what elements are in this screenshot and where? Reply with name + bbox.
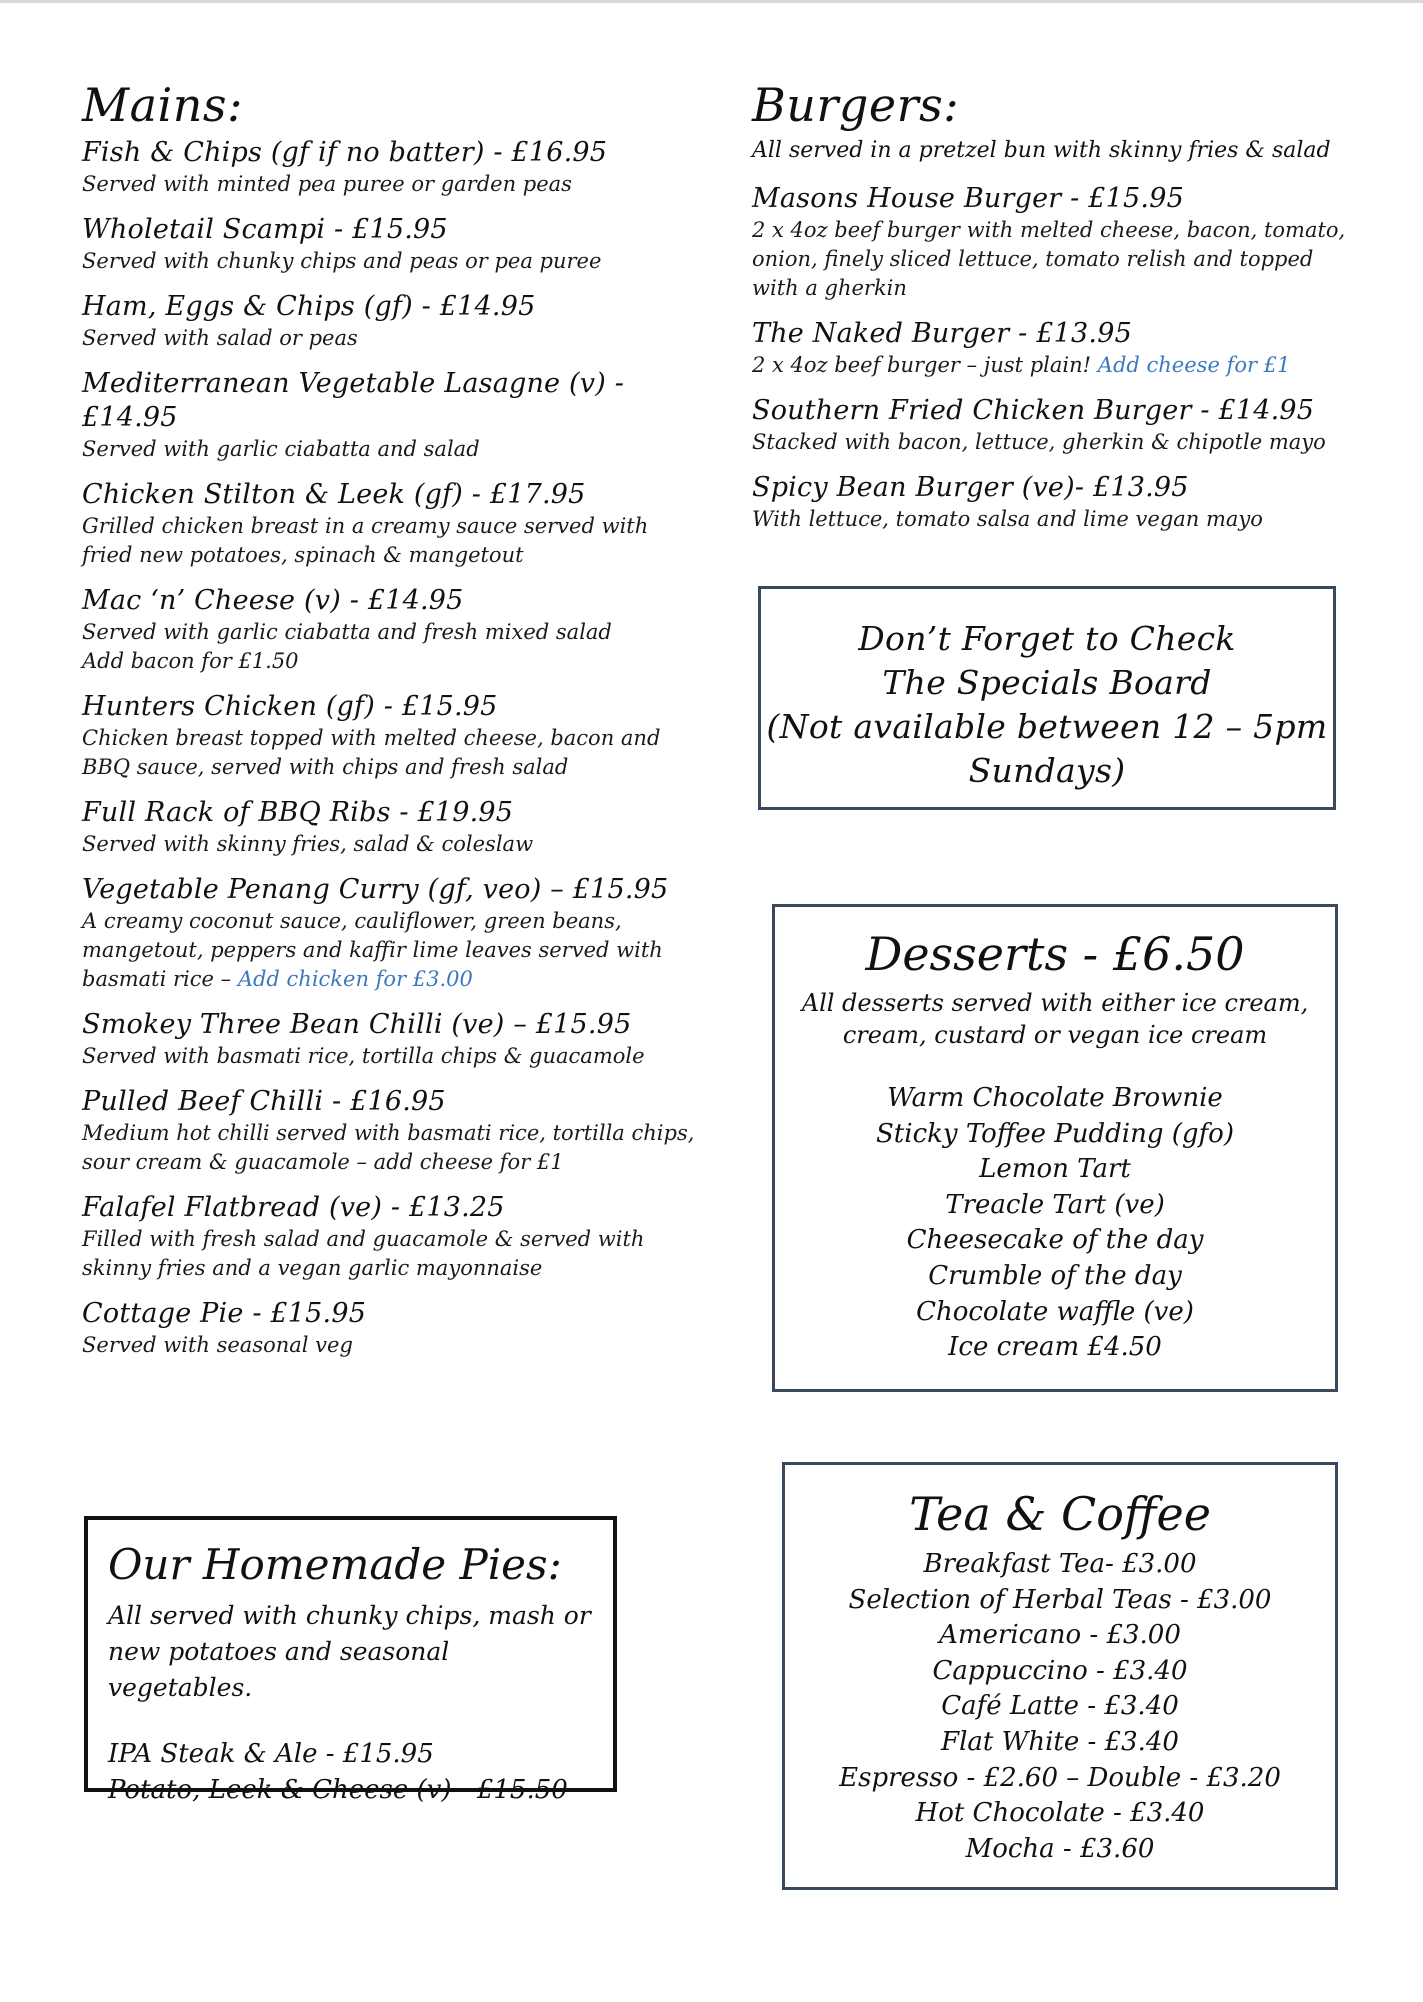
item-desc: Served with garlic ciabatta and salad xyxy=(82,437,480,461)
pies-subtitle xyxy=(108,1598,593,1706)
item-desc: A creamy coconut sauce, cauliflower, green beans, mangetout, peppers and kaffir lime leaves served with basmati rice – xyxy=(82,909,663,991)
item-desc: Served with salad or peas xyxy=(82,326,358,350)
mains-title: Mains: xyxy=(82,78,243,132)
drink-item: Breakfast Tea- £3.00 xyxy=(923,1549,1197,1579)
drink-item: Mocha - £3.60 xyxy=(965,1833,1155,1864)
item-desc: Stacked with bacon, lettuce, gherkin & chipotle mayo xyxy=(752,430,1326,454)
drink-item: Flat White - £3.40 xyxy=(941,1726,1179,1757)
pies-subtitle-line: All served with chunky chips, mash or xyxy=(108,1601,591,1630)
menu-item xyxy=(82,1297,702,1360)
drink-item: Espresso - £2.60 – Double - £3.20 xyxy=(839,1762,1281,1793)
menu-item xyxy=(752,182,1352,303)
menu-item xyxy=(82,873,702,994)
item-addon: Add cheese for £1 xyxy=(1097,353,1291,377)
item-desc: 2 x 4oz beef burger with melted cheese, bacon, tomato, onion, finely sliced lettuce, tomato relish and topped with a gherkin xyxy=(752,218,1346,300)
burgers-intro: All served in a pretzel bun with skinny fries & salad xyxy=(752,138,1331,163)
tea-title: Tea & Coffee xyxy=(909,1487,1211,1541)
menu-item xyxy=(82,478,702,570)
menu-item xyxy=(82,213,702,276)
item-name: Cottage Pie - £15.95 xyxy=(82,1298,367,1329)
pies-title: Our Homemade Pies: xyxy=(108,1540,562,1589)
desserts-title: Desserts - £6.50 xyxy=(865,927,1245,981)
menu-item xyxy=(82,690,702,782)
item-desc: Chicken breast topped with melted cheese, bacon and BBQ sauce, served with chips and fresh salad xyxy=(82,726,661,779)
menu-item xyxy=(82,290,702,353)
item-desc: Served with seasonal veg xyxy=(82,1333,353,1357)
item-name: Falafel Flatbread (ve) - £13.25 xyxy=(82,1192,505,1223)
item-addon: Add chicken for £3.00 xyxy=(237,967,473,991)
specials-notice-box xyxy=(758,586,1336,810)
item-name: Southern Fried Chicken Burger - £14.95 xyxy=(752,395,1315,426)
item-desc: Filled with fresh salad and guacamole & served with skinny fries and a vegan garlic mayonnaise xyxy=(82,1227,645,1280)
item-name: Fish & Chips (gf if no batter) - £16.95 xyxy=(82,137,608,168)
item-desc-wrap xyxy=(752,351,1352,380)
burgers-section xyxy=(752,78,1352,548)
mains-section xyxy=(82,78,702,1374)
item-desc: Served with chunky chips and peas or pea puree xyxy=(82,249,602,273)
drink-item: Americano - £3.00 xyxy=(939,1620,1181,1651)
item-desc: 2 x 4oz beef burger – just plain! xyxy=(752,353,1092,377)
dessert-item: Crumble of the day xyxy=(928,1260,1182,1291)
item-name: Pulled Beef Chilli - £16.95 xyxy=(82,1086,446,1117)
homemade-pies-box xyxy=(84,1516,617,1805)
item-name: The Naked Burger - £13.95 xyxy=(752,318,1132,349)
specials-line: The Specials Board xyxy=(882,663,1212,702)
dessert-item: Cheesecake of the day xyxy=(906,1225,1204,1256)
item-name: Mac ‘n’ Cheese (v) - £14.95 xyxy=(82,585,464,616)
menu-item xyxy=(82,584,702,676)
tea-coffee-box xyxy=(782,1462,1338,1890)
item-desc-wrap xyxy=(82,907,702,994)
item-desc: Served with skinny fries, salad & coleslaw xyxy=(82,832,534,856)
menu-item xyxy=(82,136,702,199)
item-desc: Medium hot chilli served with basmati rice, tortilla chips, sour cream & guacamole – add cheese for £1 xyxy=(82,1121,695,1174)
drink-item: Café Latte - £3.40 xyxy=(941,1691,1179,1722)
item-desc: Served with garlic ciabatta and fresh mixed salad xyxy=(82,620,612,644)
item-desc: Grilled chicken breast in a creamy sauce served with fried new potatoes, spinach & mangetout xyxy=(82,514,649,567)
menu-item xyxy=(82,1008,702,1071)
drink-item: Selection of Herbal Teas - £3.00 xyxy=(848,1584,1272,1615)
desserts-box xyxy=(772,904,1338,1392)
dessert-list xyxy=(775,1081,1335,1366)
item-desc: Served with minted pea puree or garden peas xyxy=(82,172,572,196)
dessert-item: Sticky Toffee Pudding (gfo) xyxy=(876,1118,1234,1149)
specials-line: Don’t Forget to Check xyxy=(858,619,1236,658)
menu-item xyxy=(82,796,702,859)
dessert-item: Chocolate waffle (ve) xyxy=(916,1296,1194,1327)
dessert-item: Lemon Tart xyxy=(979,1154,1131,1185)
menu-item xyxy=(752,317,1352,380)
pie-item: Potato, Leek & Cheese (v) - £15.50 xyxy=(108,1775,568,1805)
drink-item: Cappuccino - £3.40 xyxy=(932,1655,1188,1686)
pie-item: IPA Steak & Ale - £15.95 xyxy=(108,1739,434,1769)
dessert-item: Treacle Tart (ve) xyxy=(945,1189,1165,1220)
desserts-subtitle: All desserts served with either ice cream, xyxy=(801,989,1309,1017)
item-desc: Served with basmati rice, tortilla chips & guacamole xyxy=(82,1044,645,1068)
item-desc: With lettuce, tomato salsa and lime vegan mayo xyxy=(752,507,1263,531)
item-name: Hunters Chicken (gf) - £15.95 xyxy=(82,691,498,722)
item-name: Ham, Eggs & Chips (gf) - £14.95 xyxy=(82,291,536,322)
burgers-title: Burgers: xyxy=(752,78,960,132)
desserts-subtitle: cream, custard or vegan ice cream xyxy=(842,1021,1268,1049)
item-name: Smokey Three Bean Chilli (ve) – £15.95 xyxy=(82,1009,632,1040)
specials-line: (Not available between 12 – 5pm xyxy=(766,707,1328,746)
item-name: Wholetail Scampi - £15.95 xyxy=(82,214,448,245)
menu-item xyxy=(752,471,1352,534)
menu-item xyxy=(82,367,702,464)
item-name: Masons House Burger - £15.95 xyxy=(752,183,1184,214)
dessert-item: Ice cream £4.50 xyxy=(948,1332,1162,1363)
item-name: Vegetable Penang Curry (gf, veo) – £15.95 xyxy=(82,874,669,905)
menu-item xyxy=(82,1085,702,1177)
pies-subtitle-line: new potatoes and seasonal vegetables. xyxy=(108,1637,450,1702)
dessert-item: Warm Chocolate Brownie xyxy=(887,1083,1223,1113)
drink-item: Hot Chocolate - £3.40 xyxy=(915,1798,1205,1829)
menu-item xyxy=(752,394,1352,457)
item-name: Mediterranean Vegetable Lasagne (v) - £14.95 xyxy=(82,368,625,433)
item-name: Chicken Stilton & Leek (gf) - £17.95 xyxy=(82,479,586,510)
specials-line: Sundays) xyxy=(968,751,1126,790)
item-addon: Add bacon for £1.50 xyxy=(82,649,299,673)
item-name: Spicy Bean Burger (ve)- £13.95 xyxy=(752,472,1189,503)
item-name: Full Rack of BBQ Ribs - £19.95 xyxy=(82,797,514,828)
menu-item xyxy=(82,1191,702,1283)
top-divider xyxy=(0,0,1423,3)
